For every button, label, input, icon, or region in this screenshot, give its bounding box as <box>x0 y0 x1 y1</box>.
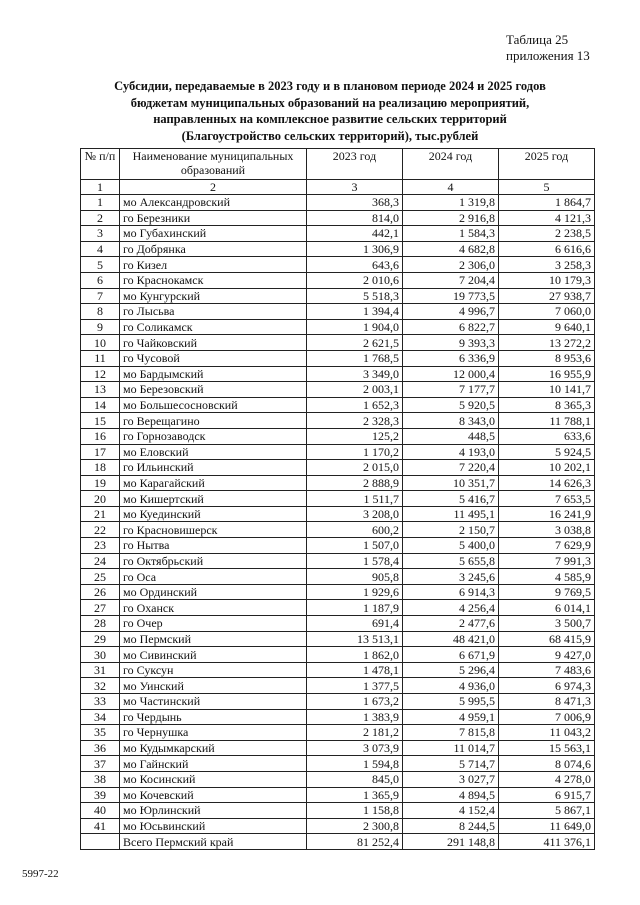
value-2023: 643,6 <box>307 257 403 273</box>
table-row <box>81 475 595 491</box>
municipality-name: го Красновишерск <box>120 522 307 538</box>
value-2024: 6 671,9 <box>403 647 499 663</box>
municipality-name: го Чайковский <box>120 335 307 351</box>
row-number: 41 <box>81 818 120 834</box>
value-2023: 1 394,4 <box>307 304 403 320</box>
row-number: 21 <box>81 506 120 522</box>
value-2025: 7 006,9 <box>499 709 595 725</box>
value-2025: 11 043,2 <box>499 725 595 741</box>
value-2024: 4 682,8 <box>403 241 499 257</box>
municipality-name: мо Юсьвинский <box>120 818 307 834</box>
value-2024: 2 150,7 <box>403 522 499 538</box>
value-2025: 8 365,3 <box>499 397 595 413</box>
municipality-name: мо Уинский <box>120 678 307 694</box>
value-2024: 11 014,7 <box>403 740 499 756</box>
value-2025: 6 014,1 <box>499 600 595 616</box>
value-2024: 4 256,4 <box>403 600 499 616</box>
value-2023: 845,0 <box>307 771 403 787</box>
table-row <box>81 771 595 787</box>
municipality-name: го Октябрьский <box>120 553 307 569</box>
document-title <box>60 78 600 144</box>
row-number: 13 <box>81 382 120 398</box>
value-2023: 1 652,3 <box>307 397 403 413</box>
table-row <box>81 662 595 678</box>
table-row <box>81 366 595 382</box>
row-number: 11 <box>81 350 120 366</box>
municipality-name: мо Сивинский <box>120 647 307 663</box>
title-line-3: направленных на комплексное развитие сельских территорий <box>153 112 507 126</box>
total-label: Всего Пермский край <box>120 834 307 850</box>
row-number: 12 <box>81 366 120 382</box>
municipality-name: го Березники <box>120 210 307 226</box>
value-2024: 4 152,4 <box>403 803 499 819</box>
municipality-name: го Верещагино <box>120 413 307 429</box>
municipality-name: мо Губахинский <box>120 226 307 242</box>
value-2023: 1 904,0 <box>307 319 403 335</box>
value-2023: 368,3 <box>307 195 403 211</box>
row-number: 7 <box>81 288 120 304</box>
row-number: 20 <box>81 491 120 507</box>
value-2023: 2 015,0 <box>307 460 403 476</box>
value-2023: 13 513,1 <box>307 631 403 647</box>
table-row <box>81 382 595 398</box>
municipality-name: мо Кунгурский <box>120 288 307 304</box>
municipality-name: го Нытва <box>120 538 307 554</box>
value-2023: 2 328,3 <box>307 413 403 429</box>
column-header-2023: 2023 год <box>307 149 403 180</box>
value-2025: 11 649,0 <box>499 818 595 834</box>
municipality-name: мо Юрлинский <box>120 803 307 819</box>
value-2025: 10 202,1 <box>499 460 595 476</box>
row-number: 9 <box>81 319 120 335</box>
municipality-name: го Кизел <box>120 257 307 273</box>
row-number: 32 <box>81 678 120 694</box>
column-index-row <box>81 180 595 195</box>
value-2023: 3 349,0 <box>307 366 403 382</box>
municipality-name: мо Карагайский <box>120 475 307 491</box>
value-2024: 48 421,0 <box>403 631 499 647</box>
table-body <box>81 195 595 834</box>
row-number: 17 <box>81 444 120 460</box>
municipality-name: мо Кочевский <box>120 787 307 803</box>
value-2023: 1 507,0 <box>307 538 403 554</box>
value-2024: 2 306,0 <box>403 257 499 273</box>
value-2023: 3 073,9 <box>307 740 403 756</box>
table-row <box>81 787 595 803</box>
value-2024: 5 416,7 <box>403 491 499 507</box>
value-2025: 15 563,1 <box>499 740 595 756</box>
value-2025: 633,6 <box>499 428 595 444</box>
row-number: 26 <box>81 584 120 600</box>
row-number: 10 <box>81 335 120 351</box>
value-2024: 7 177,7 <box>403 382 499 398</box>
table-row <box>81 319 595 335</box>
row-number: 6 <box>81 272 120 288</box>
value-2025: 14 626,3 <box>499 475 595 491</box>
value-2025: 4 121,3 <box>499 210 595 226</box>
value-2024: 1 584,3 <box>403 226 499 242</box>
row-number: 39 <box>81 787 120 803</box>
value-2025: 9 640,1 <box>499 319 595 335</box>
municipality-name: мо Бардымский <box>120 366 307 382</box>
table-row <box>81 678 595 694</box>
appendix-label: приложения 13 <box>506 48 590 63</box>
value-2025: 7 483,6 <box>499 662 595 678</box>
table-row <box>81 538 595 554</box>
column-header-2024: 2024 год <box>403 149 499 180</box>
table-row <box>81 553 595 569</box>
value-2023: 1 158,8 <box>307 803 403 819</box>
row-number: 1 <box>81 195 120 211</box>
table-row <box>81 740 595 756</box>
value-2024: 4 193,0 <box>403 444 499 460</box>
municipality-name: мо Березовский <box>120 382 307 398</box>
table-row <box>81 709 595 725</box>
row-number: 29 <box>81 631 120 647</box>
row-number: 34 <box>81 709 120 725</box>
value-2025: 3 038,8 <box>499 522 595 538</box>
value-2023: 1 511,7 <box>307 491 403 507</box>
municipality-name: мо Косинский <box>120 771 307 787</box>
value-2024: 4 894,5 <box>403 787 499 803</box>
row-number: 40 <box>81 803 120 819</box>
row-number: 33 <box>81 694 120 710</box>
value-2025: 10 179,3 <box>499 272 595 288</box>
value-2024: 6 914,3 <box>403 584 499 600</box>
value-2024: 7 815,8 <box>403 725 499 741</box>
table-row <box>81 569 595 585</box>
subsidy-table <box>80 148 595 850</box>
value-2023: 2 181,2 <box>307 725 403 741</box>
value-2024: 11 495,1 <box>403 506 499 522</box>
value-2024: 1 319,8 <box>403 195 499 211</box>
table-row <box>81 506 595 522</box>
table-row <box>81 522 595 538</box>
value-2024: 4 936,0 <box>403 678 499 694</box>
column-index: 1 <box>81 180 120 195</box>
row-number: 8 <box>81 304 120 320</box>
value-2025: 7 653,5 <box>499 491 595 507</box>
municipality-name: мо Гайнский <box>120 756 307 772</box>
value-2023: 2 003,1 <box>307 382 403 398</box>
table-row <box>81 460 595 476</box>
table-row <box>81 600 595 616</box>
row-number: 2 <box>81 210 120 226</box>
municipality-name: го Оса <box>120 569 307 585</box>
value-2025: 7 629,9 <box>499 538 595 554</box>
table-row <box>81 257 595 273</box>
table-number-label: Таблица 25 <box>506 32 569 47</box>
value-2024: 4 996,7 <box>403 304 499 320</box>
value-2023: 1 673,2 <box>307 694 403 710</box>
value-2023: 1 594,8 <box>307 756 403 772</box>
row-number: 38 <box>81 771 120 787</box>
value-2025: 3 500,7 <box>499 616 595 632</box>
row-number: 16 <box>81 428 120 444</box>
column-index: 4 <box>403 180 499 195</box>
table-header-row <box>81 149 595 180</box>
value-2024: 5 655,8 <box>403 553 499 569</box>
municipality-name: мо Александровский <box>120 195 307 211</box>
municipality-name: го Суксун <box>120 662 307 678</box>
municipality-name: го Оханск <box>120 600 307 616</box>
table-row <box>81 397 595 413</box>
table-row <box>81 413 595 429</box>
column-header-2025: 2025 год <box>499 149 595 180</box>
value-2023: 814,0 <box>307 210 403 226</box>
municipality-name: го Очер <box>120 616 307 632</box>
row-number: 23 <box>81 538 120 554</box>
table-row <box>81 803 595 819</box>
value-2023: 1 377,5 <box>307 678 403 694</box>
total-number-cell <box>81 834 120 850</box>
value-2025: 6 915,7 <box>499 787 595 803</box>
row-number: 36 <box>81 740 120 756</box>
table-row <box>81 335 595 351</box>
table-row <box>81 272 595 288</box>
row-number: 22 <box>81 522 120 538</box>
municipality-name: го Лысьва <box>120 304 307 320</box>
table-row <box>81 756 595 772</box>
value-2025: 9 769,5 <box>499 584 595 600</box>
value-2023: 442,1 <box>307 226 403 242</box>
value-2025: 8 074,6 <box>499 756 595 772</box>
value-2025: 8 953,6 <box>499 350 595 366</box>
total-2025: 411 376,1 <box>499 834 595 850</box>
row-number: 5 <box>81 257 120 273</box>
column-index: 3 <box>307 180 403 195</box>
value-2024: 2 477,6 <box>403 616 499 632</box>
title-line-4: (Благоустройство сельских территорий), тыс.рублей <box>181 128 479 143</box>
value-2024: 5 296,4 <box>403 662 499 678</box>
value-2024: 448,5 <box>403 428 499 444</box>
value-2025: 27 938,7 <box>499 288 595 304</box>
table-row <box>81 725 595 741</box>
value-2023: 1 187,9 <box>307 600 403 616</box>
row-number: 15 <box>81 413 120 429</box>
value-2023: 1 365,9 <box>307 787 403 803</box>
title-line-1: Субсидии, передаваемые в 2023 году и в плановом периоде 2024 и 2025 годов <box>114 79 546 93</box>
value-2024: 6 822,7 <box>403 319 499 335</box>
value-2024: 5 995,5 <box>403 694 499 710</box>
value-2024: 6 336,9 <box>403 350 499 366</box>
value-2023: 1 768,5 <box>307 350 403 366</box>
municipality-name: го Горнозаводск <box>120 428 307 444</box>
row-number: 35 <box>81 725 120 741</box>
value-2025: 3 258,3 <box>499 257 595 273</box>
value-2023: 2 888,9 <box>307 475 403 491</box>
row-number: 24 <box>81 553 120 569</box>
row-number: 30 <box>81 647 120 663</box>
value-2024: 12 000,4 <box>403 366 499 382</box>
value-2024: 5 400,0 <box>403 538 499 554</box>
table-row <box>81 195 595 211</box>
value-2024: 5 714,7 <box>403 756 499 772</box>
value-2024: 10 351,7 <box>403 475 499 491</box>
table-row <box>81 631 595 647</box>
value-2023: 905,8 <box>307 569 403 585</box>
column-index: 2 <box>120 180 307 195</box>
row-number: 27 <box>81 600 120 616</box>
row-number: 3 <box>81 226 120 242</box>
municipality-name: го Чердынь <box>120 709 307 725</box>
value-2025: 13 272,2 <box>499 335 595 351</box>
value-2023: 1 478,1 <box>307 662 403 678</box>
table-row <box>81 288 595 304</box>
value-2025: 4 585,9 <box>499 569 595 585</box>
column-header-name: Наименование муниципальных образований <box>120 149 307 180</box>
total-2023: 81 252,4 <box>307 834 403 850</box>
value-2023: 125,2 <box>307 428 403 444</box>
table-row <box>81 241 595 257</box>
row-number: 4 <box>81 241 120 257</box>
municipality-name: мо Ординский <box>120 584 307 600</box>
column-index: 5 <box>499 180 595 195</box>
value-2024: 7 204,4 <box>403 272 499 288</box>
municipality-name: мо Куединский <box>120 506 307 522</box>
municipality-name: мо Кишертский <box>120 491 307 507</box>
value-2024: 8 343,0 <box>403 413 499 429</box>
table-row <box>81 350 595 366</box>
table-row <box>81 694 595 710</box>
title-line-2: бюджетам муниципальных образований на реализацию мероприятий, <box>130 95 530 110</box>
value-2024: 8 244,5 <box>403 818 499 834</box>
value-2023: 1 170,2 <box>307 444 403 460</box>
municipality-name: го Соликамск <box>120 319 307 335</box>
row-number: 18 <box>81 460 120 476</box>
value-2023: 1 929,6 <box>307 584 403 600</box>
value-2025: 8 471,3 <box>499 694 595 710</box>
municipality-name: го Добрянка <box>120 241 307 257</box>
value-2025: 7 991,3 <box>499 553 595 569</box>
table-row <box>81 491 595 507</box>
value-2023: 1 862,0 <box>307 647 403 663</box>
municipality-name: мо Еловский <box>120 444 307 460</box>
value-2023: 2 300,8 <box>307 818 403 834</box>
table-row <box>81 584 595 600</box>
row-number: 37 <box>81 756 120 772</box>
value-2025: 68 415,9 <box>499 631 595 647</box>
table-row <box>81 818 595 834</box>
value-2025: 4 278,0 <box>499 771 595 787</box>
value-2024: 4 959,1 <box>403 709 499 725</box>
value-2024: 19 773,5 <box>403 288 499 304</box>
table-row <box>81 647 595 663</box>
table-row <box>81 444 595 460</box>
value-2025: 16 241,9 <box>499 506 595 522</box>
value-2024: 9 393,3 <box>403 335 499 351</box>
value-2023: 2 010,6 <box>307 272 403 288</box>
row-number: 19 <box>81 475 120 491</box>
value-2025: 9 427,0 <box>499 647 595 663</box>
value-2023: 691,4 <box>307 616 403 632</box>
value-2024: 7 220,4 <box>403 460 499 476</box>
value-2023: 1 578,4 <box>307 553 403 569</box>
municipality-name: мо Пермский <box>120 631 307 647</box>
value-2025: 1 864,7 <box>499 195 595 211</box>
value-2025: 5 924,5 <box>499 444 595 460</box>
value-2023: 600,2 <box>307 522 403 538</box>
value-2023: 2 621,5 <box>307 335 403 351</box>
value-2025: 16 955,9 <box>499 366 595 382</box>
value-2023: 5 518,3 <box>307 288 403 304</box>
value-2025: 5 867,1 <box>499 803 595 819</box>
municipality-name: го Ильинский <box>120 460 307 476</box>
total-row <box>81 834 595 850</box>
total-2024: 291 148,8 <box>403 834 499 850</box>
table-row <box>81 304 595 320</box>
row-number: 25 <box>81 569 120 585</box>
table-row <box>81 616 595 632</box>
municipality-name: мо Кудымкарский <box>120 740 307 756</box>
municipality-name: мо Частинский <box>120 694 307 710</box>
value-2025: 11 788,1 <box>499 413 595 429</box>
value-2024: 3 027,7 <box>403 771 499 787</box>
table-row <box>81 428 595 444</box>
value-2025: 6 974,3 <box>499 678 595 694</box>
municipality-name: го Чернушка <box>120 725 307 741</box>
value-2023: 1 383,9 <box>307 709 403 725</box>
row-number: 14 <box>81 397 120 413</box>
table-row <box>81 226 595 242</box>
table-row <box>81 210 595 226</box>
column-header-number: № п/п <box>81 149 120 180</box>
municipality-name: мо Большесосновский <box>120 397 307 413</box>
value-2023: 3 208,0 <box>307 506 403 522</box>
value-2024: 3 245,6 <box>403 569 499 585</box>
value-2025: 7 060,0 <box>499 304 595 320</box>
value-2025: 6 616,6 <box>499 241 595 257</box>
value-2025: 2 238,5 <box>499 226 595 242</box>
row-number: 31 <box>81 662 120 678</box>
document-code: 5997-22 <box>22 868 59 880</box>
value-2024: 5 920,5 <box>403 397 499 413</box>
value-2023: 1 306,9 <box>307 241 403 257</box>
municipality-name: го Чусовой <box>120 350 307 366</box>
value-2025: 10 141,7 <box>499 382 595 398</box>
value-2024: 2 916,8 <box>403 210 499 226</box>
row-number: 28 <box>81 616 120 632</box>
municipality-name: го Краснокамск <box>120 272 307 288</box>
table-caption <box>506 32 590 64</box>
